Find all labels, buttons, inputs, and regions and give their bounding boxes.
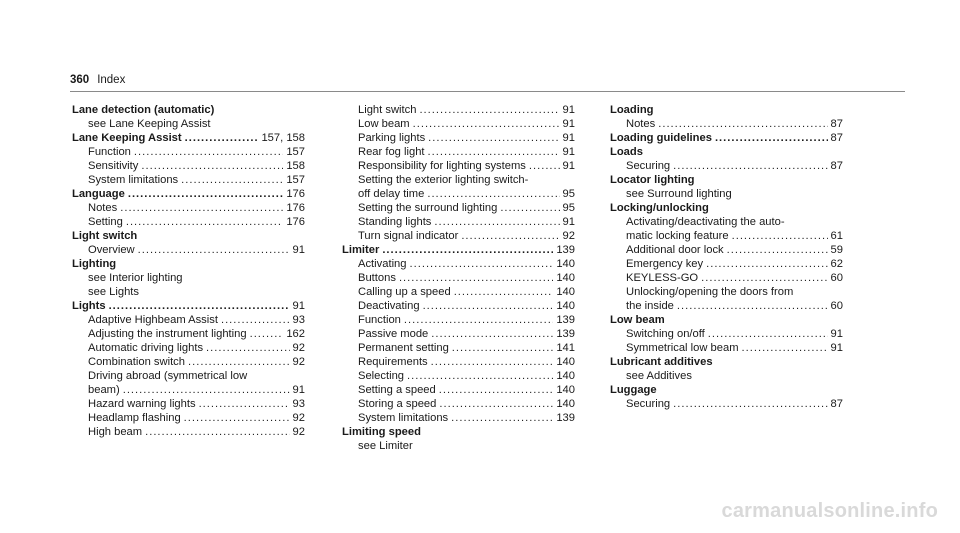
entry-label: Language <box>72 188 125 200</box>
page-reference: 176 <box>286 216 305 228</box>
dot-leader <box>727 243 828 257</box>
index-subentry <box>342 411 575 425</box>
index-subentry <box>610 215 843 229</box>
entry-label: Luggage <box>610 384 657 396</box>
entry-label: Turn signal indicator <box>358 230 459 242</box>
entry-label: Loading <box>610 104 654 116</box>
dot-leader <box>419 103 559 117</box>
page-reference: 140 <box>556 272 575 284</box>
page-reference: 141 <box>556 342 575 354</box>
entry-label: Unlocking/opening the doors from <box>626 286 794 298</box>
watermark: carmanualsonline.info <box>721 500 938 522</box>
index-subentry <box>342 159 575 173</box>
dot-leader <box>431 355 554 369</box>
entry-label: off delay time <box>358 188 425 200</box>
dot-leader <box>141 159 283 173</box>
index-subentry <box>342 341 575 355</box>
entry-label: Deactivating <box>358 300 420 312</box>
dot-leader <box>706 257 827 271</box>
entry-label: Limiting speed <box>342 426 421 438</box>
entry-label: Rear fog light <box>358 146 425 158</box>
dot-leader <box>404 313 553 327</box>
index-subentry <box>342 229 575 243</box>
entry-label: see Lane Keeping Assist <box>88 118 211 130</box>
dot-leader <box>708 327 828 341</box>
index-entry <box>72 299 305 313</box>
dot-leader <box>382 243 553 257</box>
entry-label: Securing <box>626 160 671 172</box>
page-reference: 91 <box>292 244 305 256</box>
page-reference: 92 <box>562 230 575 242</box>
page-reference: 60 <box>830 272 843 284</box>
page-reference: 157, 158 <box>261 132 305 144</box>
index-subentry <box>72 271 305 285</box>
index-entry <box>610 355 843 369</box>
dot-leader <box>185 131 259 145</box>
dot-leader <box>128 187 283 201</box>
entry-label: Lighting <box>72 258 117 270</box>
index-subentry <box>342 201 575 215</box>
dot-leader <box>410 257 554 271</box>
entry-label: Switching on/off <box>626 328 705 340</box>
dot-leader <box>134 145 283 159</box>
entry-label: Overview <box>88 244 135 256</box>
index-column-1 <box>72 103 305 439</box>
page-reference: 91 <box>562 132 575 144</box>
dot-leader <box>120 201 283 215</box>
index-subentry <box>342 327 575 341</box>
entry-label: Lights <box>72 300 106 312</box>
entry-label: see Interior lighting <box>88 272 183 284</box>
index-subentry <box>72 159 305 173</box>
index-entry <box>610 313 843 327</box>
dot-leader <box>181 173 283 187</box>
index-subentry <box>342 369 575 383</box>
index-subentry <box>72 145 305 159</box>
dot-leader <box>439 397 553 411</box>
page-reference: 91 <box>562 118 575 130</box>
page-reference: 140 <box>556 258 575 270</box>
page-reference: 91 <box>830 342 843 354</box>
dot-leader <box>206 341 290 355</box>
index-entry <box>342 243 575 257</box>
page-reference: 91 <box>292 300 305 312</box>
index-subentry <box>342 271 575 285</box>
index-subentry <box>610 285 843 299</box>
entry-label: Adjusting the instrument lighting <box>88 328 247 340</box>
entry-label: see Limiter <box>358 440 413 452</box>
page-reference: 140 <box>556 300 575 312</box>
index-entry <box>610 201 843 215</box>
index-subentry <box>342 285 575 299</box>
index-subentry <box>610 327 843 341</box>
dot-leader <box>145 425 289 439</box>
entry-label: see Lights <box>88 286 139 298</box>
entry-label: Lane Keeping Assist <box>72 132 182 144</box>
entry-label: Lane detection (automatic) <box>72 104 215 116</box>
entry-label: see Surround lighting <box>626 188 732 200</box>
index-subentry <box>610 299 843 313</box>
page-number: 360 <box>70 74 90 86</box>
entry-label: Setting the surround lighting <box>358 202 498 214</box>
dot-leader <box>701 271 827 285</box>
dot-leader <box>452 341 554 355</box>
index-column-2 <box>342 103 575 453</box>
dot-leader <box>399 271 553 285</box>
dot-leader <box>439 383 554 397</box>
index-entry <box>610 383 843 397</box>
index-entry <box>72 187 305 201</box>
dot-leader <box>126 215 283 229</box>
dot-leader <box>431 327 553 341</box>
index-subentry <box>72 341 305 355</box>
page-reference: 62 <box>830 258 843 270</box>
page-reference: 92 <box>292 356 305 368</box>
page-reference: 93 <box>292 398 305 410</box>
entry-label: Light switch <box>358 104 417 116</box>
dot-leader <box>715 131 828 145</box>
page-reference: 92 <box>292 412 305 424</box>
index-subentry <box>72 201 305 215</box>
index-subentry <box>342 117 575 131</box>
page-reference: 59 <box>830 244 843 256</box>
entry-label: Low beam <box>358 118 410 130</box>
index-subentry <box>610 187 843 201</box>
entry-label: Hazard warning lights <box>88 398 196 410</box>
entry-label: Notes <box>88 202 118 214</box>
index-entry <box>72 103 305 117</box>
index-subentry <box>342 215 575 229</box>
page-reference: 139 <box>556 328 575 340</box>
entry-label: Combination switch <box>88 356 186 368</box>
entry-label: Locking/unlocking <box>610 202 709 214</box>
entry-label: Activating/deactivating the auto- <box>626 216 785 228</box>
dot-leader <box>529 159 560 173</box>
page-reference: 91 <box>562 104 575 116</box>
index-subentry <box>610 341 843 355</box>
page-reference: 140 <box>556 370 575 382</box>
page-reference: 158 <box>286 160 305 172</box>
entry-label: Buttons <box>358 272 396 284</box>
entry-label: High beam <box>88 426 143 438</box>
entry-label: Locator lighting <box>610 174 695 186</box>
entry-label: Sensitivity <box>88 160 139 172</box>
entry-label: matic locking feature <box>626 230 729 242</box>
entry-label: Standing lights <box>358 216 432 228</box>
dot-leader <box>109 299 290 313</box>
entry-label: Responsibility for lighting systems <box>358 160 526 172</box>
page-reference: 140 <box>556 384 575 396</box>
index-subentry <box>72 243 305 257</box>
entry-label: Function <box>358 314 401 326</box>
index-subentry <box>342 103 575 117</box>
page-reference: 140 <box>556 398 575 410</box>
page-reference: 139 <box>556 244 575 256</box>
page-reference: 91 <box>562 160 575 172</box>
index-subentry <box>72 215 305 229</box>
dot-leader <box>184 411 290 425</box>
index-subentry <box>610 369 843 383</box>
entry-label: Loading guidelines <box>610 132 712 144</box>
index-subentry <box>610 229 843 243</box>
dot-leader <box>461 229 559 243</box>
page-reference: 60 <box>830 300 843 312</box>
index-subentry <box>72 327 305 341</box>
dot-leader <box>677 299 828 313</box>
entry-label: Driving abroad (symmetrical low <box>88 370 248 382</box>
entry-label: Setting the exterior lighting switch- <box>358 174 529 186</box>
index-column-3 <box>610 103 843 411</box>
entry-label: Setting <box>88 216 123 228</box>
entry-label: System limitations <box>88 174 179 186</box>
index-subentry <box>342 313 575 327</box>
dot-leader <box>673 397 827 411</box>
page-reference: 87 <box>830 160 843 172</box>
page-reference: 139 <box>556 412 575 424</box>
index-subentry <box>342 397 575 411</box>
page-header <box>70 73 125 87</box>
index-subentry <box>610 397 843 411</box>
index-subentry <box>342 355 575 369</box>
dot-leader <box>673 159 827 173</box>
index-subentry <box>72 411 305 425</box>
dot-leader <box>732 229 828 243</box>
dot-leader <box>188 355 290 369</box>
entry-label: Headlamp flashing <box>88 412 181 424</box>
entry-label: Low beam <box>610 314 665 326</box>
index-subentry <box>72 285 305 299</box>
dot-leader <box>221 313 290 327</box>
index-entry <box>72 257 305 271</box>
dot-leader <box>123 383 290 397</box>
entry-label: Additional door lock <box>626 244 724 256</box>
dot-leader <box>454 285 554 299</box>
dot-leader <box>428 131 559 145</box>
dot-leader <box>413 117 560 131</box>
dot-leader <box>434 215 559 229</box>
entry-label: System limitations <box>358 412 449 424</box>
page-reference: 140 <box>556 356 575 368</box>
index-subentry <box>72 383 305 397</box>
entry-label: Parking lights <box>358 132 426 144</box>
dot-leader <box>428 145 560 159</box>
page-reference: 139 <box>556 314 575 326</box>
entry-label: see Additives <box>626 370 692 382</box>
dot-leader <box>423 299 554 313</box>
index-subentry <box>72 425 305 439</box>
index-subentry <box>342 383 575 397</box>
index-entry <box>610 173 843 187</box>
index-subentry <box>610 243 843 257</box>
entry-label: Activating <box>358 258 407 270</box>
entry-label: Loads <box>610 146 643 158</box>
index-subentry <box>72 397 305 411</box>
index-subentry <box>72 313 305 327</box>
page-reference: 157 <box>286 146 305 158</box>
page-reference: 87 <box>830 118 843 130</box>
dot-leader <box>199 397 290 411</box>
index-subentry <box>72 173 305 187</box>
page-reference: 91 <box>830 328 843 340</box>
dot-leader <box>742 341 828 355</box>
index-subentry <box>610 271 843 285</box>
page-reference: 91 <box>292 384 305 396</box>
entry-label: Automatic driving lights <box>88 342 204 354</box>
page-reference: 157 <box>286 174 305 186</box>
entry-label: Function <box>88 146 131 158</box>
index-subentry <box>72 369 305 383</box>
entry-label: Notes <box>626 118 656 130</box>
page-reference: 61 <box>830 230 843 242</box>
entry-label: Emergency key <box>626 258 704 270</box>
index-subentry <box>342 145 575 159</box>
index-entry <box>610 103 843 117</box>
page-reference: 95 <box>562 202 575 214</box>
page-reference: 176 <box>286 202 305 214</box>
dot-leader <box>138 243 290 257</box>
index-subentry <box>342 187 575 201</box>
dot-leader <box>407 369 553 383</box>
dot-leader <box>250 327 284 341</box>
entry-label: Securing <box>626 398 671 410</box>
page-reference: 176 <box>286 188 305 200</box>
dot-leader <box>500 201 559 215</box>
index-subentry <box>610 117 843 131</box>
dot-leader <box>427 187 559 201</box>
page-title: Index <box>97 74 126 86</box>
index-entry <box>342 425 575 439</box>
index-subentry <box>342 439 575 453</box>
entry-label: Calling up a speed <box>358 286 451 298</box>
index-subentry <box>342 299 575 313</box>
index-subentry <box>610 257 843 271</box>
index-subentry <box>342 257 575 271</box>
header-divider <box>70 91 905 92</box>
entry-label: Permanent setting <box>358 342 449 354</box>
entry-label: Lubricant additives <box>610 356 713 368</box>
entry-label: Selecting <box>358 370 405 382</box>
entry-label: Limiter <box>342 244 380 256</box>
page-reference: 91 <box>562 146 575 158</box>
page-reference: 87 <box>830 132 843 144</box>
page-reference: 162 <box>286 328 305 340</box>
entry-label: Adaptive Highbeam Assist <box>88 314 218 326</box>
entry-label: Setting a speed <box>358 384 436 396</box>
entry-label: Requirements <box>358 356 428 368</box>
dot-leader <box>658 117 827 131</box>
index-entry <box>610 145 843 159</box>
index-entry <box>72 229 305 243</box>
page-reference: 92 <box>292 342 305 354</box>
entry-label: Passive mode <box>358 328 429 340</box>
page-reference: 92 <box>292 426 305 438</box>
index-subentry <box>610 159 843 173</box>
page-reference: 140 <box>556 286 575 298</box>
entry-label: the inside <box>626 300 674 312</box>
page-reference: 93 <box>292 314 305 326</box>
index-entry <box>72 131 305 145</box>
index-subentry <box>342 131 575 145</box>
entry-label: beam) <box>88 384 120 396</box>
index-subentry <box>72 117 305 131</box>
index-subentry <box>342 173 575 187</box>
entry-label: Light switch <box>72 230 138 242</box>
dot-leader <box>451 411 553 425</box>
entry-label: Symmetrical low beam <box>626 342 739 354</box>
entry-label: KEYLESS-GO <box>626 272 699 284</box>
page-reference: 87 <box>830 398 843 410</box>
page-reference: 95 <box>562 188 575 200</box>
page-reference: 91 <box>562 216 575 228</box>
entry-label: Storing a speed <box>358 398 437 410</box>
index-subentry <box>72 355 305 369</box>
index-entry <box>610 131 843 145</box>
